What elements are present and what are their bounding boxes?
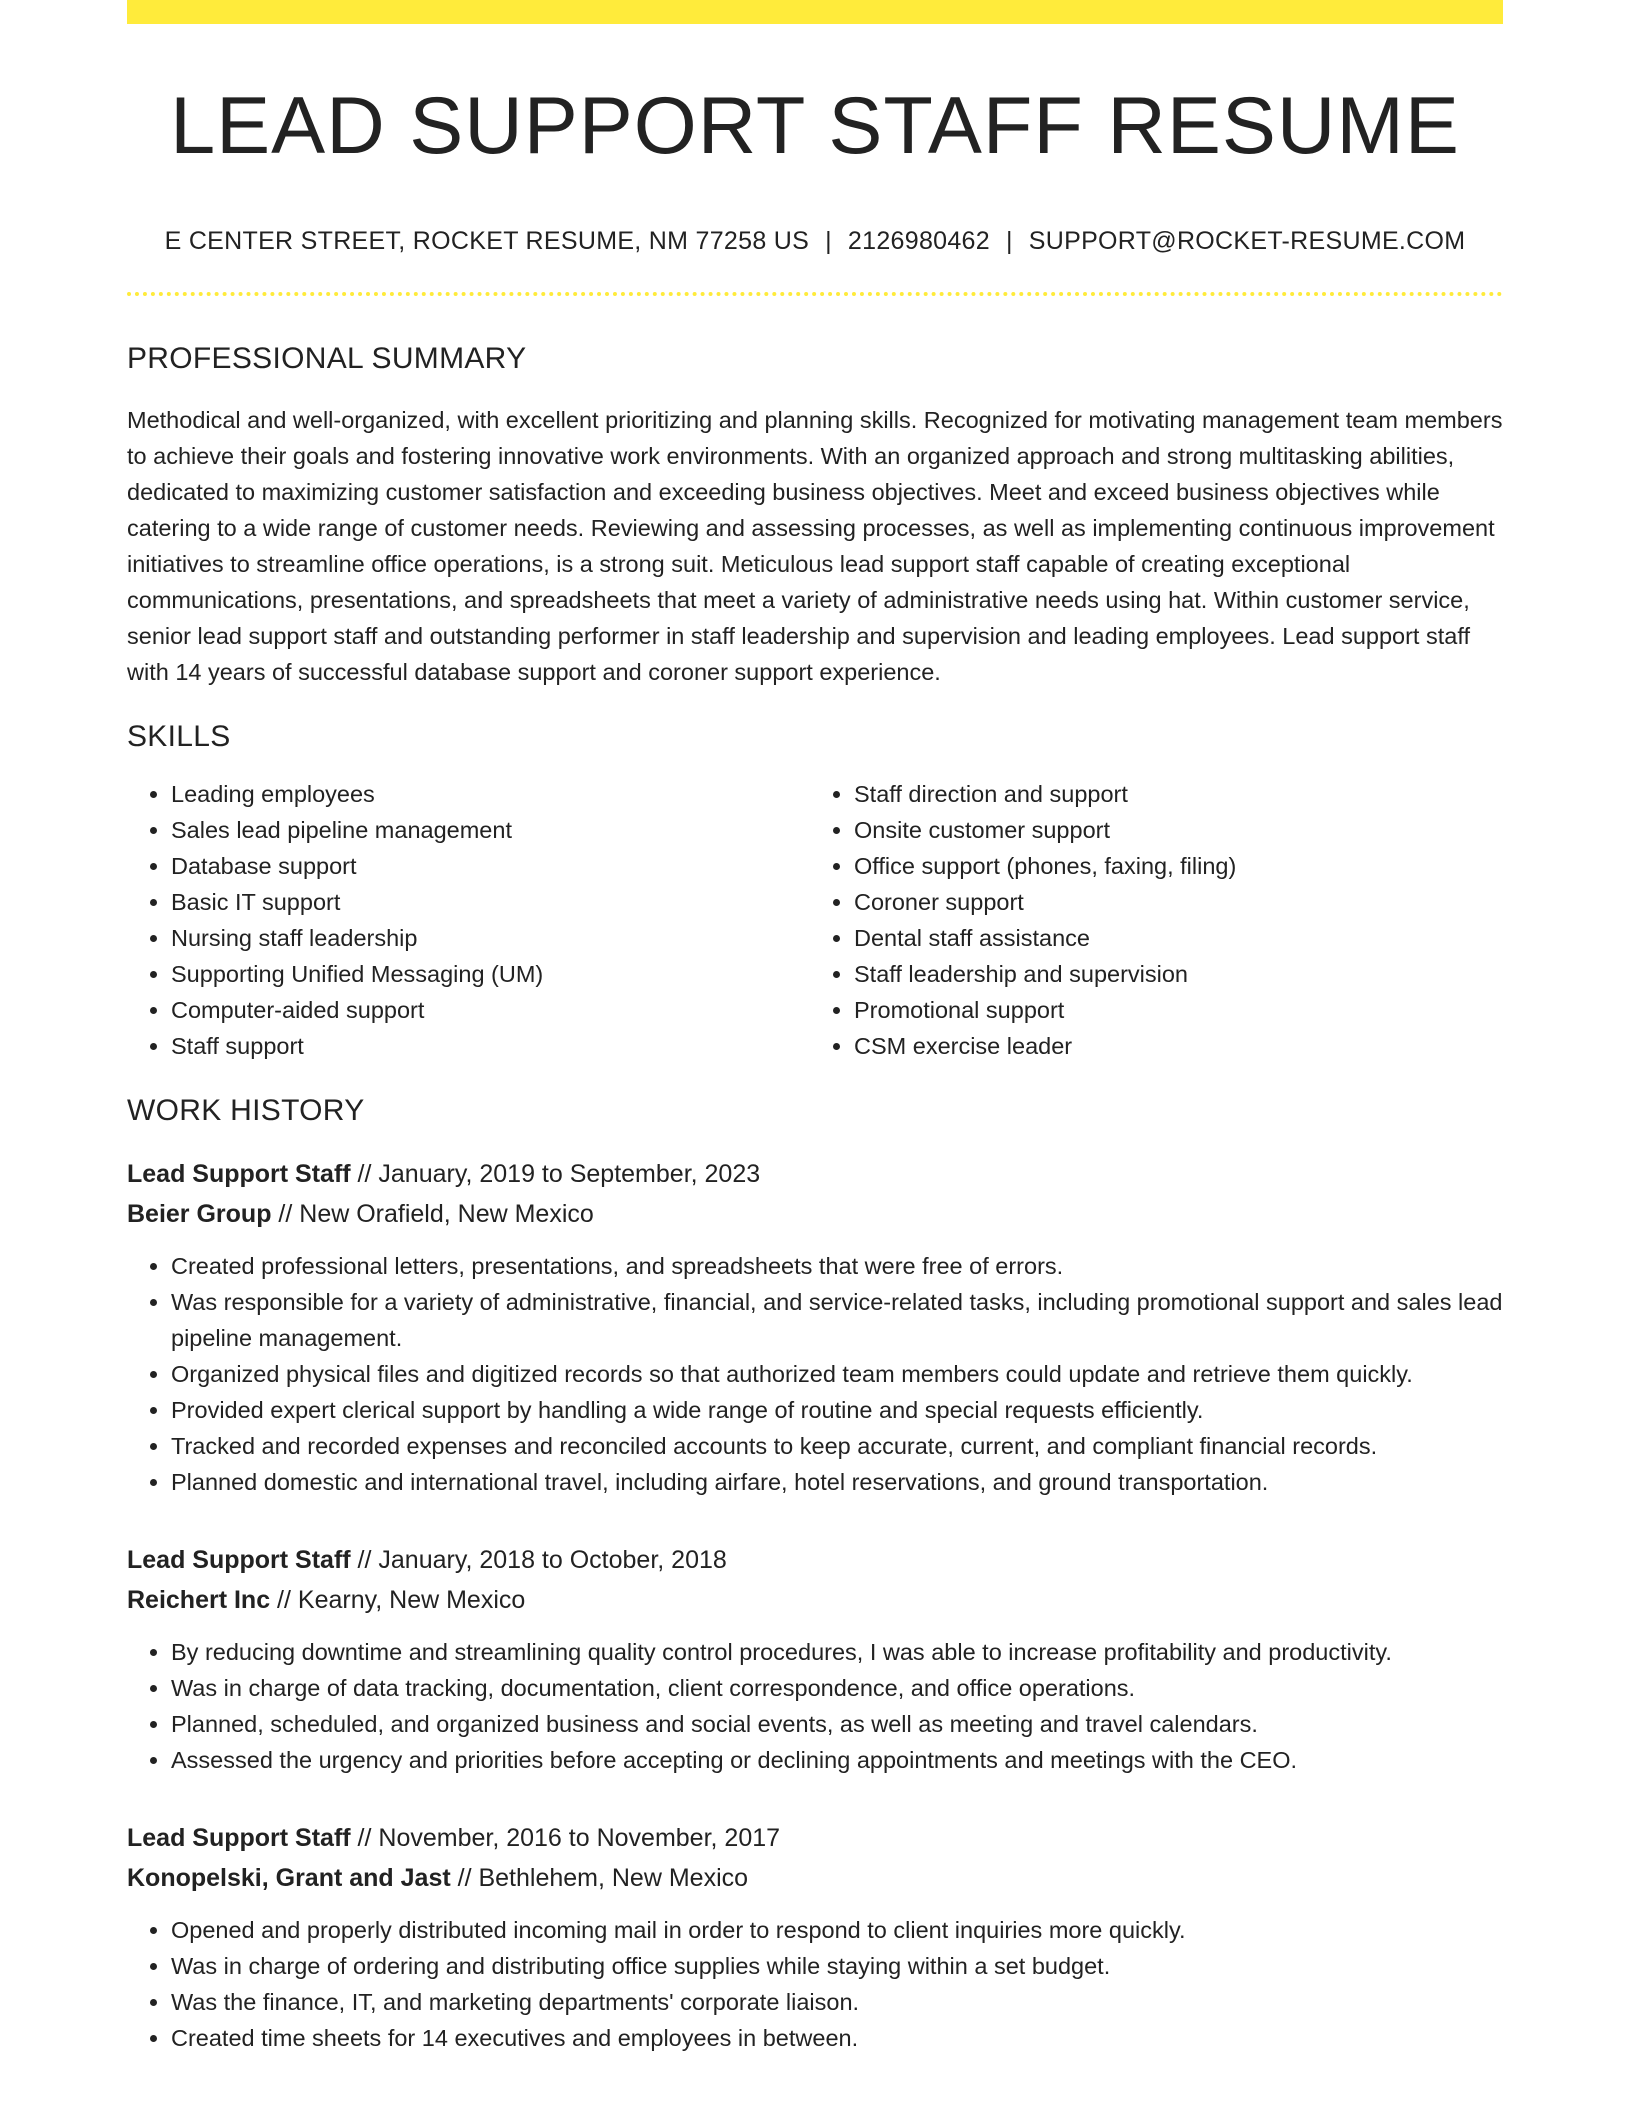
skill-item: • Database support — [171, 848, 805, 884]
job-bullet: • Created time sheets for 14 executives and employees in between. — [171, 2020, 1503, 2056]
skill-item: • Nursing staff leadership — [171, 920, 805, 956]
job-location: // Bethlehem, New Mexico — [450, 1864, 749, 1893]
job-bullet: • Was in charge of data tracking, documentation, client correspondence, and office operations. — [171, 1670, 1503, 1706]
job-bullet: • Assessed the urgency and priorities before accepting or declining appointments and meetings with the CEO. — [171, 1742, 1503, 1778]
contact-phone: 2126980462 — [847, 227, 990, 256]
skill-item: • Basic IT support — [171, 884, 805, 920]
skill-item: • Office support (phones, faxing, filing) — [854, 848, 1488, 884]
job-bullet: • Tracked and recorded expenses and reconciled accounts to keep accurate, current, and compliant financial records. — [171, 1428, 1503, 1464]
job-bullet: • Organized physical files and digitized records so that authorized team members could update and retrieve them quickly. — [171, 1356, 1503, 1392]
resume-page — [127, 0, 1503, 2056]
job-bullets — [127, 1912, 1503, 2056]
job-title: Lead Support Staff — [127, 1160, 351, 1189]
job-bullet: • Opened and properly distributed incoming mail in order to respond to client inquiries more quickly. — [171, 1912, 1503, 1948]
summary-text: Methodical and well-organized, with excellent prioritizing and planning skills. Recognized for motivating management team members to achieve their goals and fostering innovative work environments. With an organized approach and strong multitasking abilities, dedicated to maximizing customer satisfaction and exceeding business objectives. Meet and exceed business objectives while catering to a wide range of customer needs. Reviewing and assessing processes, as well as implementing continuous improvement initiatives to streamline office operations, is a strong suit. Meticulous lead support staff capable of creating exceptional communications, presentations, and spreadsheets that meet a variety of administrative needs using hat. Within customer service, senior lead support staff and outstanding performer in staff leadership and supervision and leading employees. Lead support staff with 14 years of successful database support and coroner support experience. — [127, 407, 1503, 686]
job-title-line — [127, 1818, 1503, 1858]
skill-item: • Leading employees — [171, 776, 805, 812]
skills-column-left — [127, 776, 805, 1064]
job-company-line — [127, 1580, 1503, 1620]
skill-item: • Sales lead pipeline management — [171, 812, 805, 848]
contact-separator: | — [1005, 227, 1013, 256]
job-entry — [127, 1818, 1503, 2056]
job-location: // Kearny, New Mexico — [270, 1586, 526, 1615]
skill-item: • Computer-aided support — [171, 992, 805, 1028]
job-title-line — [127, 1154, 1503, 1194]
work-history-heading: WORK HISTORY — [127, 1094, 365, 1128]
job-bullet: • Was in charge of ordering and distributing office supplies while staying within a set budget. — [171, 1948, 1503, 1984]
job-bullet: • Planned domestic and international travel, including airfare, hotel reservations, and ground transportation. — [171, 1464, 1503, 1500]
resume-title: LEAD SUPPORT STAFF RESUME — [170, 81, 1460, 171]
job-bullet: • Was responsible for a variety of administrative, financial, and service-related tasks, including promotional support and sales lead pipeline management. — [171, 1284, 1503, 1356]
job-dates: // November, 2016 to November, 2017 — [350, 1824, 781, 1853]
skills-column-right — [805, 776, 1488, 1064]
job-company-line — [127, 1194, 1503, 1234]
job-dates: // January, 2018 to October, 2018 — [350, 1546, 727, 1575]
job-bullet: • Planned, scheduled, and organized business and social events, as well as meeting and travel calendars. — [171, 1706, 1503, 1742]
job-title-line — [127, 1540, 1503, 1580]
skill-item: • Coroner support — [854, 884, 1488, 920]
job-bullet: • Created professional letters, presentations, and spreadsheets that were free of errors. — [171, 1248, 1503, 1284]
job-title: Lead Support Staff — [127, 1824, 351, 1853]
job-company: Beier Group — [127, 1200, 272, 1229]
job-company: Reichert Inc — [127, 1586, 271, 1615]
job-company: Konopelski, Grant and Jast — [127, 1864, 451, 1893]
skill-item: • Dental staff assistance — [854, 920, 1488, 956]
contact-separator: | — [825, 227, 832, 256]
skills-heading: SKILLS — [127, 720, 231, 754]
skill-item: • Staff support — [171, 1028, 805, 1064]
skill-item: • Staff direction and support — [854, 776, 1488, 812]
contact-address: E CENTER STREET, ROCKET RESUME, NM 77258 US — [164, 227, 810, 256]
skill-item: • CSM exercise leader — [854, 1028, 1488, 1064]
dotted-divider — [127, 292, 1503, 296]
skills-list — [127, 776, 1503, 1064]
contact-email: SUPPORT@ROCKET-RESUME.COM — [1028, 227, 1466, 256]
skill-item: • Staff leadership and supervision — [854, 956, 1488, 992]
job-bullets — [127, 1248, 1503, 1500]
job-title: Lead Support Staff — [127, 1546, 351, 1575]
job-company-line — [127, 1858, 1503, 1898]
job-entry — [127, 1154, 1503, 1500]
job-bullets — [127, 1634, 1503, 1778]
job-entry — [127, 1540, 1503, 1778]
summary-heading: PROFESSIONAL SUMMARY — [127, 342, 527, 376]
contact-line — [127, 227, 1503, 256]
skill-item: • Supporting Unified Messaging (UM) — [171, 956, 805, 992]
job-bullet: • Was the finance, IT, and marketing departments' corporate liaison. — [171, 1984, 1503, 2020]
job-bullet: • Provided expert clerical support by handling a wide range of routine and special requests efficiently. — [171, 1392, 1503, 1428]
job-dates: // January, 2019 to September, 2023 — [350, 1160, 761, 1189]
top-accent-bar — [127, 0, 1503, 24]
skill-item: • Onsite customer support — [854, 812, 1488, 848]
skill-item: • Promotional support — [854, 992, 1488, 1028]
job-location: // New Orafield, New Mexico — [271, 1200, 594, 1229]
job-bullet: • By reducing downtime and streamlining quality control procedures, I was able to increase profitability and productivity. — [171, 1634, 1503, 1670]
